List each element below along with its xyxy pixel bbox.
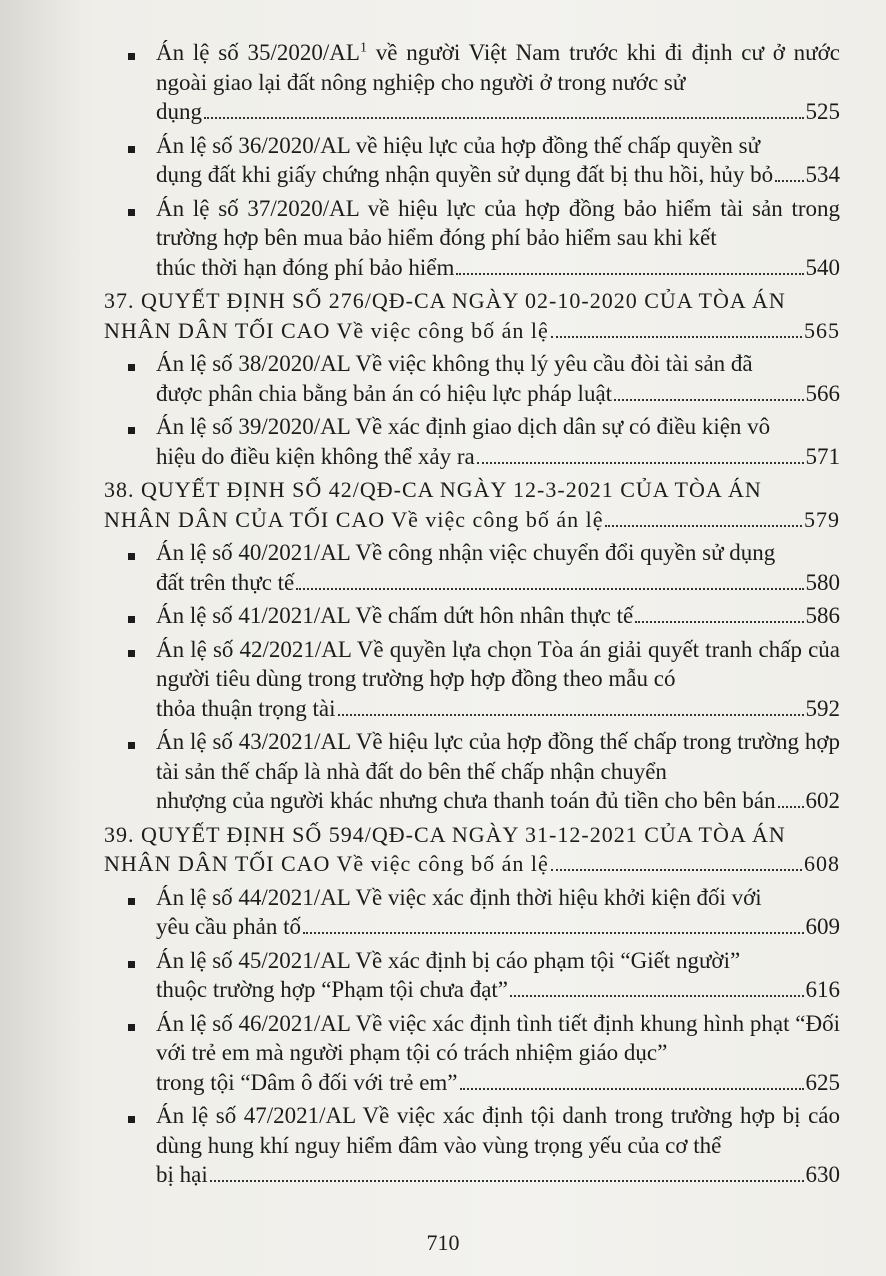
dot-leader (635, 621, 803, 623)
toc-page-ref: 625 (805, 1069, 840, 1095)
toc-leader-line (156, 442, 840, 472)
dot-leader (296, 588, 803, 590)
bullet-icon (128, 1024, 135, 1031)
dot-leader (605, 525, 802, 527)
toc-entry-text: Án lệ số 44/2021/AL Về việc xác định thời hiệu khởi kiện đối với (156, 884, 762, 910)
toc-leader-line (156, 379, 840, 409)
toc-item (104, 601, 840, 631)
toc-item (104, 635, 840, 724)
toc-page-ref: 525 (805, 99, 840, 124)
toc-leader-line (156, 160, 840, 190)
bullet-icon (128, 209, 135, 216)
toc-page-ref: 609 (805, 914, 840, 939)
toc-entry-tail: dụng đất khi giấy chứng nhận quyền sử dụng đất bị thu hồi, hủy bỏ (156, 162, 774, 187)
toc-entry-text: Án lệ số 42/2021/AL Về quyền lựa chọn Tòa án giải quyết tranh chấp của người tiêu dùng trong trường hợp hợp đồng theo mẫu có (156, 636, 840, 691)
bullet-icon (128, 146, 135, 153)
toc-entry-text: Án lệ số 45/2021/AL Về xác định bị cáo phạm tội “Giết người” (156, 947, 741, 973)
toc-item (104, 131, 840, 190)
toc-page-ref: 540 (805, 254, 840, 280)
toc-entry-text: Án lệ số $35/2020/AL^1$ về người Việt Nam trước khi đi định cư ở nước ngoài giao lại đất nông nghiệp cho người ở trong nước sử (156, 40, 841, 95)
toc-entry-text: Án lệ số 43/2021/AL Về hiệu lực của hợp đồng thế chấp trong trường hợp tài sản thế chấp là nhà đất do bên thế chấp nhận chuyển (156, 729, 840, 784)
dot-leader (510, 995, 803, 997)
toc-entry-tail: thuộc trường hợp “Phạm tội chưa đạt” (156, 977, 509, 1002)
toc-entry-tail: trong tội “Dâm ô đối với trẻ em” (156, 1069, 458, 1095)
toc-entry-tail: được phân chia bằng bản án có hiệu lực pháp luật (156, 380, 613, 406)
toc-item (104, 883, 840, 942)
toc-entry-tail: thỏa thuận trọng tài (156, 695, 336, 721)
dot-leader (551, 869, 802, 871)
toc-section (104, 475, 840, 534)
toc-leader-line (104, 505, 840, 535)
toc-entry-tail: dụng (156, 99, 202, 124)
toc-entry-text: 38. QUYẾT ĐỊNH SỐ 42/QĐ-CA NGÀY 12-3-2021 CỦA TÒA ÁN (104, 477, 762, 502)
toc-item (104, 1101, 840, 1190)
toc-leader-line (104, 316, 840, 346)
toc-page-ref: 586 (805, 603, 840, 628)
toc-entry-text: Án lệ số 36/2020/AL về hiệu lực của hợp đồng thế chấp quyền sử (156, 132, 761, 158)
dot-leader (477, 462, 804, 464)
bullet-icon (128, 898, 135, 905)
toc-entry-tail: thúc thời hạn đóng phí bảo hiểm (156, 254, 455, 280)
toc-entry-tail: NHÂN DÂN TỐI CAO Về việc công bố án lệ (104, 317, 549, 343)
toc-entry-tail: đất trên thực tế (156, 569, 295, 595)
toc-leader-line (156, 912, 840, 942)
toc-section (104, 820, 840, 879)
toc-leader-line (156, 975, 840, 1005)
toc-page-ref: 571 (805, 443, 840, 469)
bullet-icon (128, 553, 135, 560)
dot-leader (614, 399, 803, 401)
toc-entry-text: Án lệ số 39/2020/AL Về xác định giao dịch dân sự có điều kiện vô (156, 414, 771, 439)
toc-item (104, 349, 840, 408)
toc-entry-text: Án lệ số 38/2020/AL Về việc không thụ lý yêu cầu đòi tài sản đã (156, 351, 753, 376)
toc-entry-text: Án lệ số 47/2021/AL Về việc xác định tội danh trong trường hợp bị cáo dùng hung khí nguy hiểm đâm vào vùng trọng yếu của cơ thể (156, 1103, 840, 1158)
toc-entry-text: Án lệ số 37/2020/AL về hiệu lực của hợp đồng bảo hiểm tài sản trong trường hợp bên mua bảo hiểm đóng phí bảo hiểm sau khi kết (156, 195, 840, 250)
toc-entry-tail: NHÂN DÂN TỐI CAO Về việc công bố án lệ (104, 851, 549, 876)
toc-leader-line (156, 1160, 840, 1190)
footnote-marker: 1 (359, 40, 367, 56)
bullet-icon (128, 53, 135, 60)
bullet-icon (128, 616, 135, 623)
toc-page-ref: 616 (805, 977, 840, 1002)
toc-page-ref: 566 (805, 380, 840, 406)
dot-leader (204, 117, 804, 119)
bullet-icon (128, 650, 135, 657)
dot-leader (775, 180, 803, 182)
dot-leader (460, 1088, 804, 1090)
toc-page-ref: 534 (805, 162, 840, 187)
toc-entry-text: Án lệ số 40/2021/AL Về công nhận việc chuyển đổi quyền sử dụng (156, 540, 776, 565)
toc-item (104, 38, 840, 127)
toc-entry-tail: nhượng của người khác nhưng chưa thanh toán đủ tiền cho bên bán (156, 788, 776, 813)
dot-leader (778, 806, 804, 808)
toc-entry-tail: bị hại (156, 1162, 208, 1187)
dot-leader (456, 273, 803, 275)
toc-leader-line (156, 97, 840, 127)
dot-leader (338, 714, 804, 716)
bullet-icon (128, 742, 135, 749)
toc-leader-line (156, 601, 840, 631)
toc-page-ref: 608 (804, 851, 840, 876)
toc-entry-text: Án lệ số 46/2021/AL Về việc xác định tình tiết định khung hình phạt “Đối với trẻ em mà người phạm tội có trách nhiệm giáo dục” (156, 1010, 840, 1065)
toc-item (104, 194, 840, 283)
toc-leader-line (156, 1068, 840, 1098)
page-number: 710 (426, 1230, 460, 1255)
toc-leader-line (156, 786, 840, 816)
toc-entry-tail: Án lệ số 41/2021/AL Về chấm dứt hôn nhân thực tế (156, 603, 634, 628)
toc-item (104, 1009, 840, 1098)
toc-page-ref: 630 (805, 1162, 840, 1187)
toc-page-ref: 579 (804, 506, 840, 532)
toc-item (104, 538, 840, 597)
toc-entry-text: 37. QUYẾT ĐỊNH SỐ 276/QĐ-CA NGÀY 02-10-2020 CỦA TÒA ÁN (104, 288, 786, 313)
bullet-icon (128, 1116, 135, 1123)
page-bleed-shadow (0, 0, 96, 1276)
toc-item (104, 727, 840, 816)
toc-page-ref: 592 (805, 695, 840, 721)
dot-leader (551, 336, 802, 338)
toc-item (104, 946, 840, 1005)
bullet-icon (128, 427, 135, 434)
toc-entry-tail: yêu cầu phản tố (156, 914, 301, 939)
bullet-icon (128, 961, 135, 968)
toc-page-ref: 565 (804, 317, 840, 343)
toc-entry-text: 39. QUYẾT ĐỊNH SỐ 594/QĐ-CA NGÀY 31-12-2021 CỦA TÒA ÁN (104, 821, 786, 847)
toc-entry-tail: hiệu do điều kiện không thể xảy ra (156, 443, 475, 469)
toc-page-ref: 580 (805, 569, 840, 595)
toc-section (104, 286, 840, 345)
bullet-icon (128, 364, 135, 371)
dot-leader (303, 932, 804, 934)
toc-item (104, 412, 840, 471)
table-of-contents (104, 38, 840, 1190)
toc-entry-tail: NHÂN DÂN CỦA TỐI CAO Về việc công bố án lệ (104, 506, 604, 532)
toc-page-ref: 602 (805, 788, 840, 813)
toc-leader-line (156, 568, 840, 598)
toc-leader-line (156, 694, 840, 724)
toc-leader-line (156, 253, 840, 283)
toc-leader-line (104, 849, 840, 879)
dot-leader (210, 1180, 804, 1182)
